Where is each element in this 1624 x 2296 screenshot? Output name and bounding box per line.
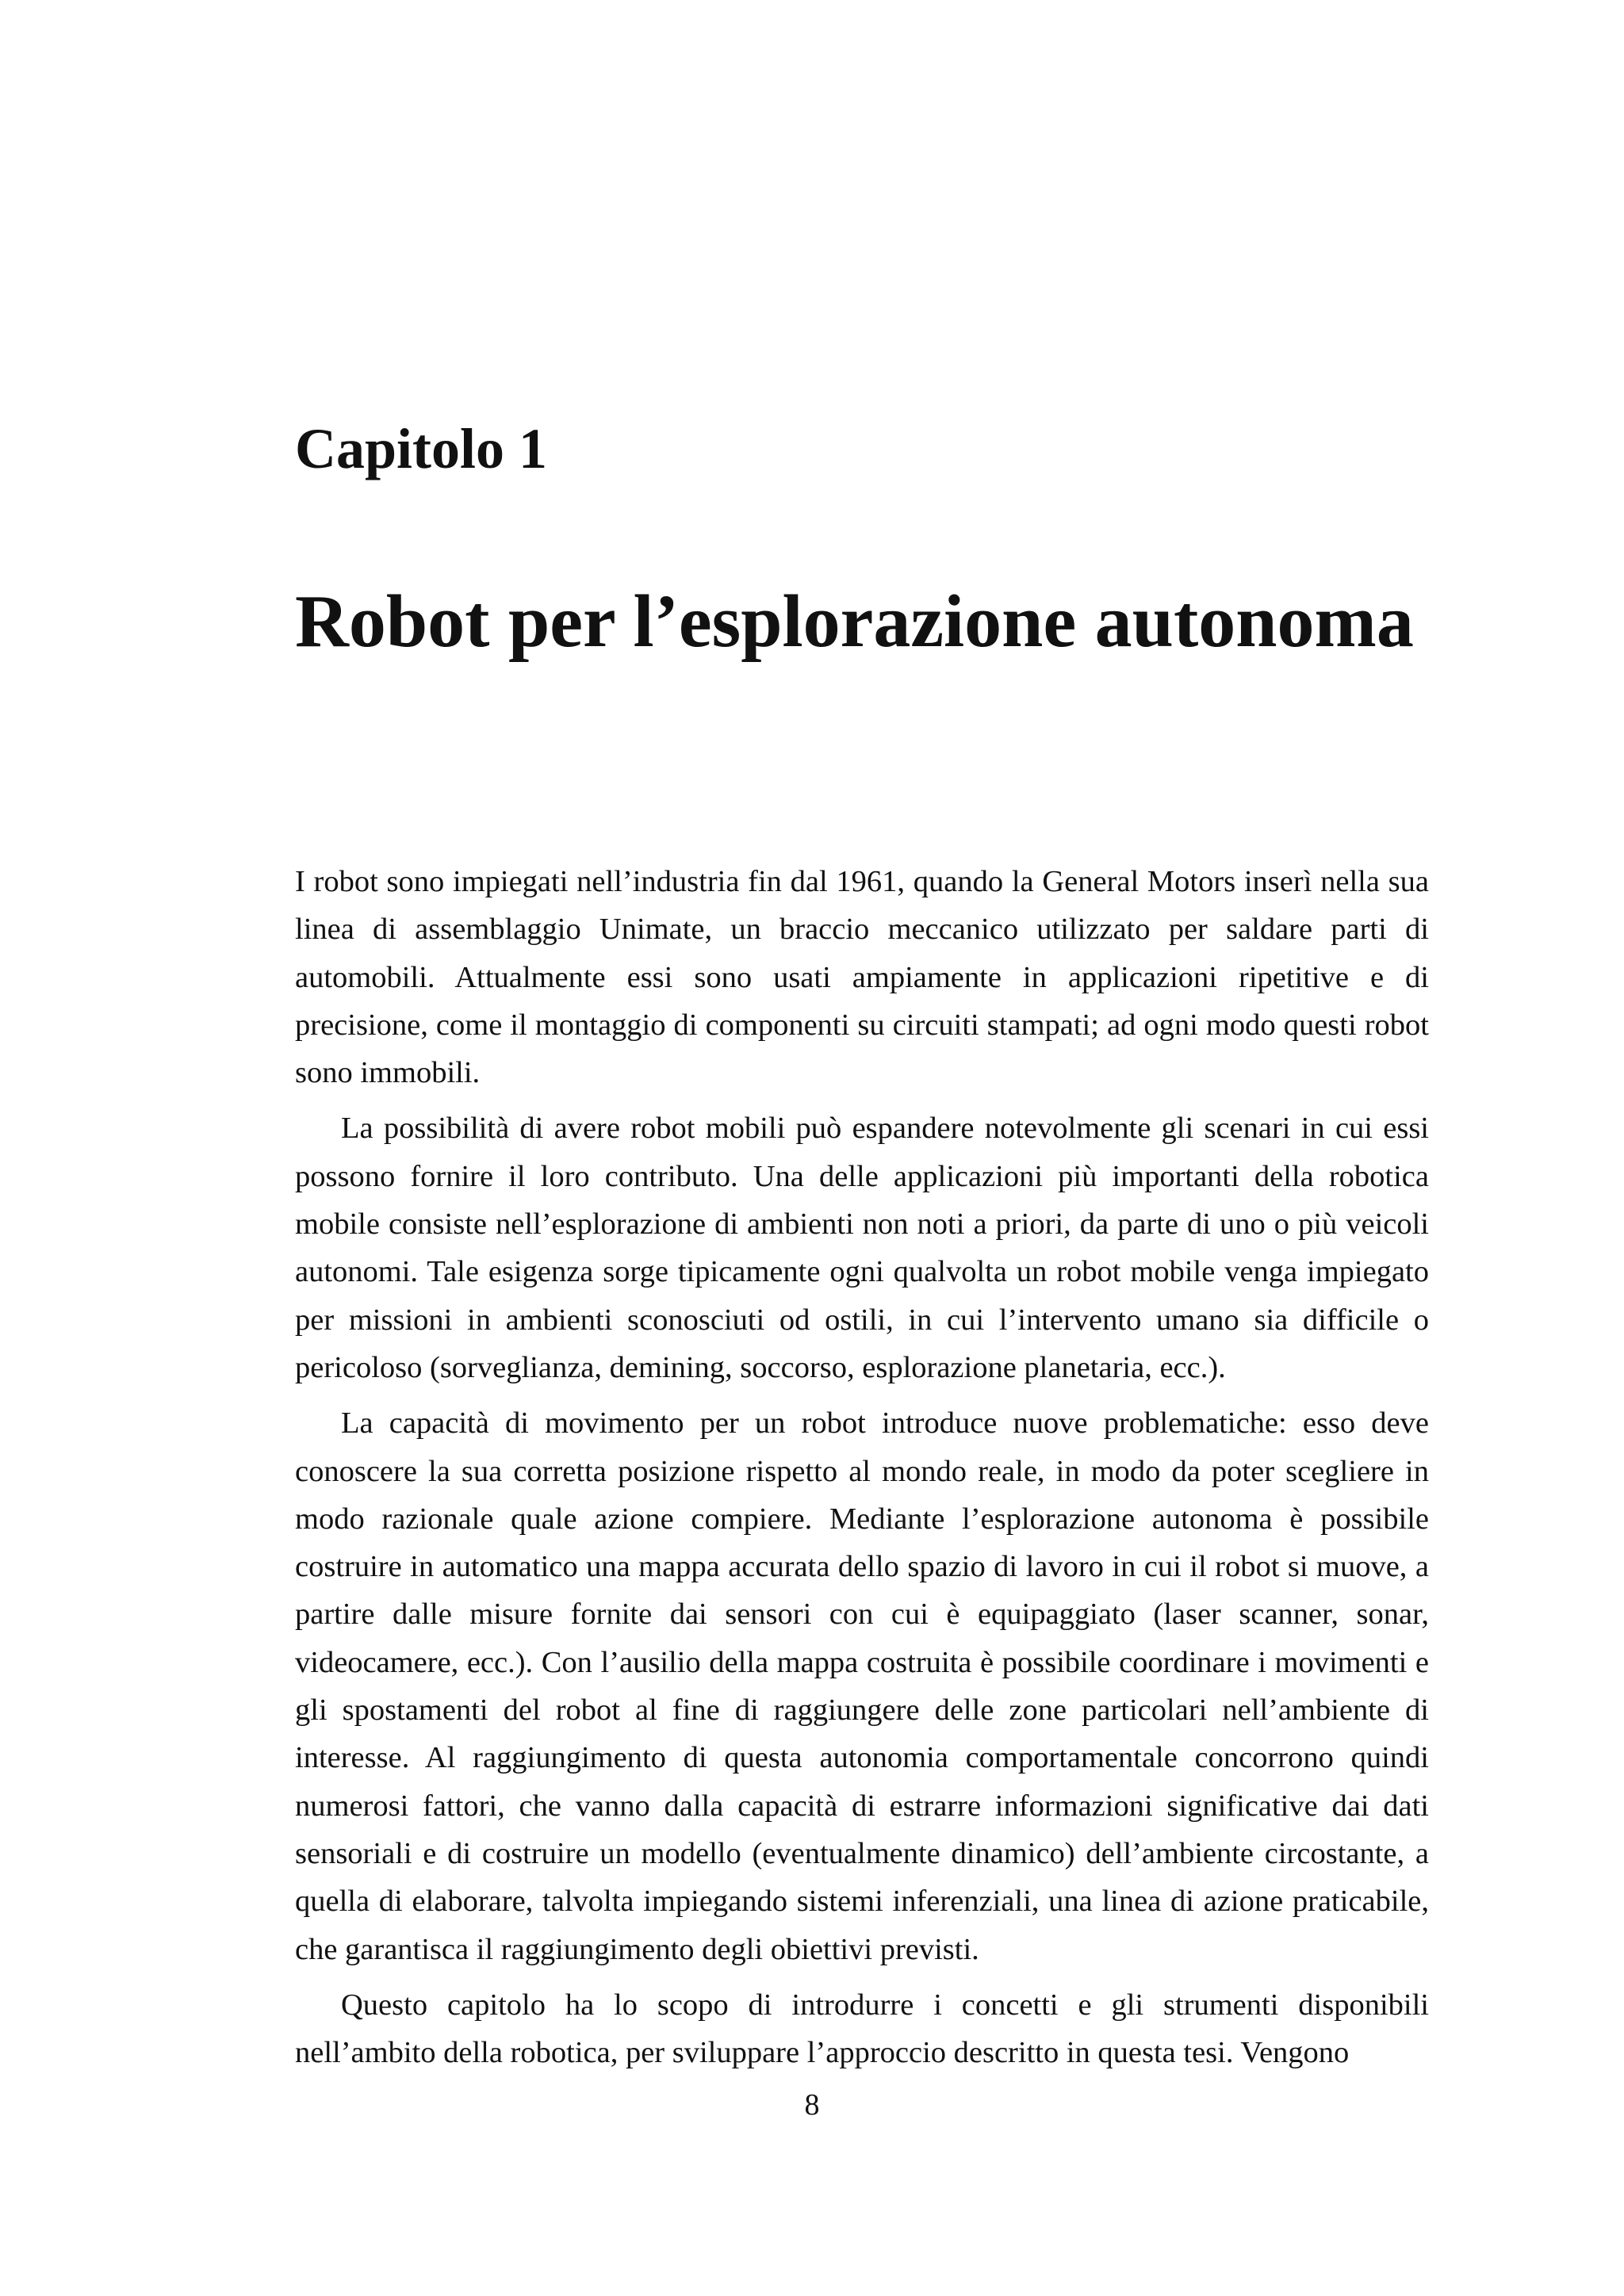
paragraph-3: La capacità di movimento per un robot introduce nuove problematiche: esso deve conoscere la sua corretta posizione rispetto al mondo reale, in modo da poter scegliere in modo razionale quale azione compiere. Mediante l’esplorazione autonoma è possibile costruire in automatico una mappa accurata dello spazio di lavoro in cui il robot si muove, a partire dalle misure fornite dai sensori con cui è equipaggiato (laser scanner, sonar, videocamere, ecc.). Con l’ausilio della mappa costruita è possibile coordinare i movimenti e gli spostamenti del robot al fine di raggiungere delle zone particolari nell’ambiente di interesse. Al raggiungimento di questa autonomia comportamentale concorrono quindi numerosi fattori, che vanno dalla capacità di estrarre informazioni significative dai dati sensoriali e di costruire un modello (eventualmente dinamico) dell’ambiente circostante, a quella di elaborare, talvolta impiegando sistemi inferenziali, una linea di azione praticabile, che garantisca il raggiungimento degli obiettivi previsti. xyxy=(295,1406,1429,1966)
chapter-body xyxy=(295,858,1429,2084)
paragraph-1: I robot sono impiegati nell’industria fin dal 1961, quando la General Motors inserì nella sua linea di assemblaggio Unimate, un braccio meccanico utilizzato per saldare parti di automobili. Attualmente essi sono usati ampiamente in applicazioni ripetitive e di precisione, come il montaggio di componenti su circuiti stampati; ad ogni modo questi robot sono immobili. xyxy=(295,865,1429,1090)
chapter-title: Robot per l’esplorazione autonoma xyxy=(295,580,1414,663)
paragraph-2: La possibilità di avere robot mobili può espandere notevolmente gli scenari in cui essi possono fornire il loro contributo. Una delle applicazioni più importanti della robotica mobile consiste nell’esplorazione di ambienti non noti a priori, da parte di uno o più veicoli autonomi. Tale esigenza sorge tipicamente ogni qualvolta un robot mobile venga impiegato per missioni in ambienti sconosciuti od ostili, in cui l’intervento umano sia difficile o pericoloso (sorveglianza, demining, soccorso, esplorazione planetaria, ecc.). xyxy=(295,1112,1429,1384)
page-number: 8 xyxy=(804,2088,820,2122)
chapter-label: Capitolo 1 xyxy=(295,417,548,480)
paragraph-4: Questo capitolo ha lo scopo di introdurre i concetti e gli strumenti disponibili nell’ambito della robotica, per sviluppare l’approccio descritto in questa tesi. Vengono xyxy=(295,1988,1429,2070)
